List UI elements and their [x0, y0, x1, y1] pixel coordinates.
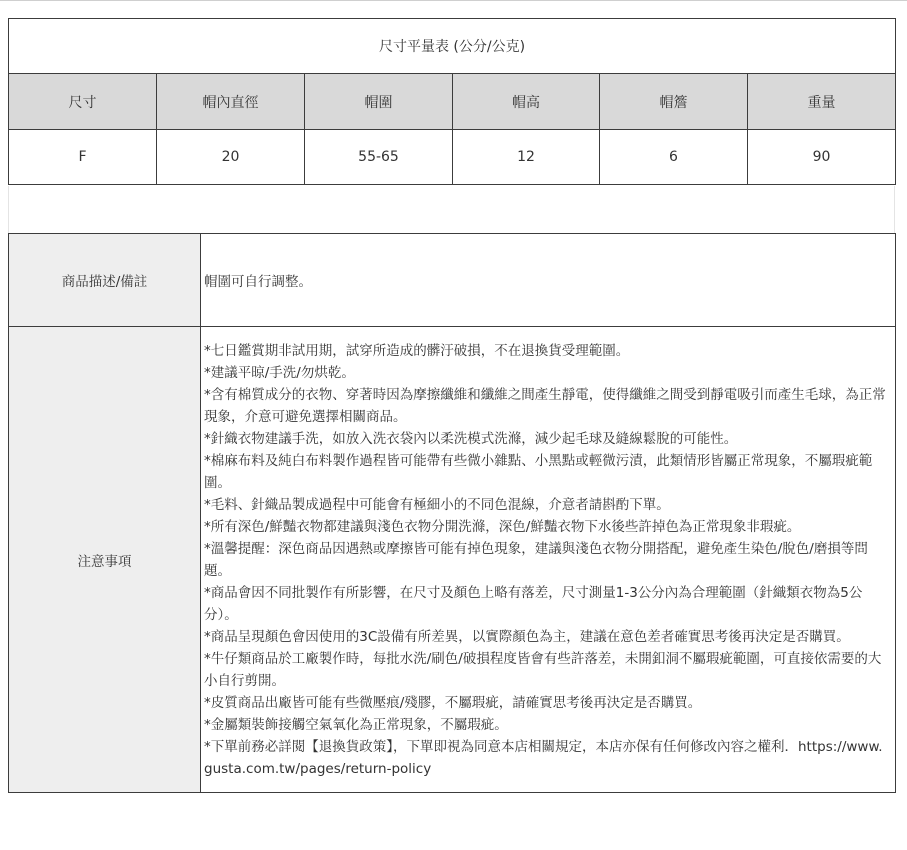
note-item: *所有深色/鮮豔衣物都建議與淺色衣物分開洗滌，深色/鮮豔衣物下水後些許掉色為正常現象非瑕疵。 — [204, 519, 801, 535]
note-item: *商品會因不同批製作有所影響，在尺寸及顏色上略有落差，尺寸測量1-3公分內為合理範圍（針織類衣物為5公分）。 — [204, 585, 863, 623]
note-item: *皮質商品出廠皆可能有些微壓痕/殘膠，不屬瑕疵，請確實思考後再決定是否購買。 — [204, 695, 702, 711]
product-info-table — [8, 233, 896, 793]
section-spacer — [8, 186, 895, 233]
header-circumference: 帽圍 — [305, 74, 453, 130]
header-height: 帽高 — [453, 74, 600, 130]
cell-size: F — [9, 130, 157, 185]
note-item: *下單前務必詳閱【退換貨政策】，下單即視為同意本店相關規定，本店亦保有任何修改內容之權利．https://www.gusta.com.tw/pages/return-policy — [204, 739, 883, 777]
size-chart-table — [8, 18, 896, 185]
note-item: *七日鑑賞期非試用期，試穿所造成的髒汙破損，不在退換貨受理範圍。 — [204, 343, 630, 359]
header-brim: 帽簷 — [600, 74, 748, 130]
note-item: *商品呈現顏色會因使用的3C設備有所差異，以實際顏色為主，建議在意色差者確實思考後再決定是否購買。 — [204, 629, 850, 645]
note-item: *金屬類裝飾接觸空氣氧化為正常現象，不屬瑕疵。 — [204, 717, 508, 733]
size-chart-title: 尺寸平量表 (公分/公克) — [9, 19, 896, 74]
header-inner-diameter: 帽內直徑 — [157, 74, 305, 130]
table-row — [9, 130, 896, 185]
size-chart-header-row — [9, 74, 896, 130]
note-item: *棉麻布料及純白布料製作過程皆可能帶有些微小雜點、小黑點或輕微污漬，此類情形皆屬正常現象，不屬瑕疵範圍。 — [204, 453, 873, 491]
header-weight: 重量 — [748, 74, 896, 130]
cell-height: 12 — [453, 130, 600, 185]
note-item: *牛仔類商品於工廠製作時，每批水洗/刷色/破損程度皆會有些許落差，未開釦洞不屬瑕疵範圍，可直接依需要的大小自行剪開。 — [204, 651, 882, 689]
note-item: *建議平晾/手洗/勿烘乾。 — [204, 365, 355, 381]
top-divider — [0, 0, 907, 1]
description-text: 帽圍可自行調整。 — [201, 234, 896, 327]
note-item: *針織衣物建議手洗，如放入洗衣袋內以柔洗模式洗滌，減少起毛球及縫線鬆脫的可能性。 — [204, 431, 738, 447]
header-size: 尺寸 — [9, 74, 157, 130]
notes-list — [201, 327, 896, 793]
cell-inner-diameter: 20 — [157, 130, 305, 185]
cell-circumference: 55-65 — [305, 130, 453, 185]
description-row — [9, 234, 896, 327]
cell-weight: 90 — [748, 130, 896, 185]
notes-label: 注意事項 — [9, 327, 201, 793]
note-item: *含有棉質成分的衣物、穿著時因為摩擦纖維和纖維之間產生靜電，使得纖維之間受到靜電吸引而產生毛球，為正常現象，介意可避免選擇相關商品。 — [204, 387, 886, 425]
cell-brim: 6 — [600, 130, 748, 185]
notes-row — [9, 327, 896, 793]
note-item: *毛料、針織品製成過程中可能會有極細小的不同色混線，介意者請斟酌下單。 — [204, 497, 670, 513]
note-item: *溫馨提醒：深色商品因遇熱或摩擦皆可能有掉色現象，建議與淺色衣物分開搭配，避免產生染色/脫色/磨損等問題。 — [204, 541, 868, 579]
description-label: 商品描述/備註 — [9, 234, 201, 327]
